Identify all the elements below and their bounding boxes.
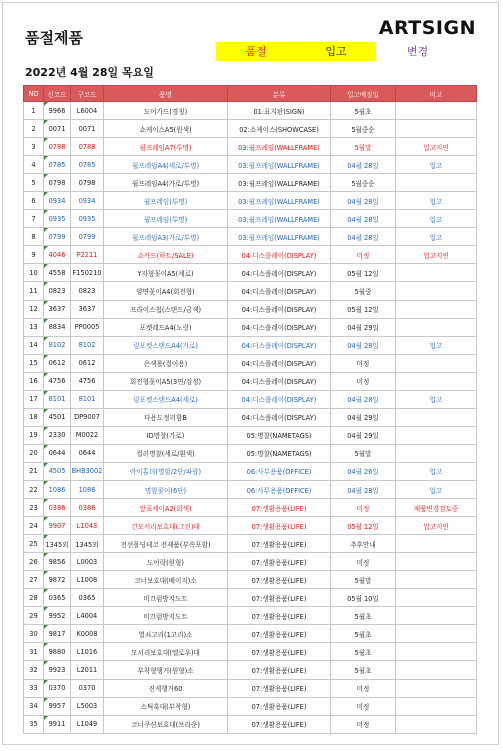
row-category: 03:월프레임(WALLFRAME) [228, 138, 331, 156]
row-eta: 5월말 [331, 138, 396, 156]
row-new-code: 1345외 [44, 535, 71, 553]
col-eta: 입고예정일 [331, 86, 396, 102]
row-note [396, 715, 477, 733]
row-note [396, 571, 477, 589]
row-old-code: 8102 [71, 336, 104, 354]
row-category: 04:디스플레이(DISPLAY) [228, 264, 331, 282]
row-note [396, 661, 477, 679]
row-product-name: 열쇠고리(1고리)소 [104, 625, 228, 643]
row-old-code: 4756 [71, 372, 104, 390]
row-new-code: 3637 [44, 300, 71, 318]
legend-instock: 입고 [325, 45, 347, 58]
row-eta: 5월초 [331, 661, 396, 679]
row-new-code: 9880 [44, 643, 71, 661]
row-no: 28 [24, 589, 44, 607]
row-no: 19 [24, 426, 44, 444]
row-old-code: 0798 [71, 174, 104, 192]
row-no: 8 [24, 228, 44, 246]
row-product-name: 아이홀더(명함/2단/파랑) [104, 462, 228, 480]
row-note [396, 426, 477, 444]
row-new-code: 1086 [44, 480, 71, 498]
row-note: 입고 [396, 210, 477, 228]
row-category: 07:생활용품(LIFE) [228, 715, 331, 733]
row-product-name: 스틱훅대(부착형) [104, 697, 228, 715]
table-row [24, 300, 477, 318]
table-row [24, 210, 477, 228]
row-old-code: 0934 [71, 192, 104, 210]
table-row [24, 643, 477, 661]
row-old-code: L2011 [71, 661, 104, 679]
row-old-code: 0799 [71, 228, 104, 246]
row-no: 21 [24, 462, 44, 480]
row-new-code: 0644 [44, 444, 71, 462]
table-row [24, 589, 477, 607]
row-eta: 미정 [331, 553, 396, 571]
row-category: 04:디스플레이(DISPLAY) [228, 336, 331, 354]
row-old-code: L1008 [71, 571, 104, 589]
row-category: 03:월프레임(WALLFRAME) [228, 192, 331, 210]
row-category: 03:월프레임(WALLFRAME) [228, 210, 331, 228]
row-old-code: 3637 [71, 300, 104, 318]
row-new-code: 0386 [44, 499, 71, 517]
row-product-name: ID명찰(가로) [104, 426, 228, 444]
row-new-code: 4756 [44, 372, 71, 390]
row-category: 04:디스플레이(DISPLAY) [228, 408, 331, 426]
page-title: 품절제품 [25, 29, 83, 47]
row-eta: 미정 [331, 372, 396, 390]
row-eta: 04월 26일 [331, 462, 396, 480]
row-eta: 5월초 [331, 607, 396, 625]
row-note: 입고지연 [396, 246, 477, 264]
col-note: 비고 [396, 86, 477, 102]
table-row [24, 426, 477, 444]
row-no: 32 [24, 661, 44, 679]
row-eta: 04월 28일 [331, 192, 396, 210]
row-note [396, 318, 477, 336]
row-new-code: 0370 [44, 679, 71, 697]
table-row [24, 661, 477, 679]
table-row [24, 499, 477, 517]
row-new-code: 0823 [44, 282, 71, 300]
row-no: 30 [24, 625, 44, 643]
row-eta: 5월초 [331, 643, 396, 661]
row-old-code: P2211 [71, 246, 104, 264]
row-new-code: 2330 [44, 426, 71, 444]
row-category: 04:디스플레이(DISPLAY) [228, 390, 331, 408]
row-no: 24 [24, 517, 44, 535]
report-date: 2022년 4월 28일 목요일 [25, 66, 154, 79]
col-category: 분류 [228, 86, 331, 102]
row-no: 1 [24, 102, 44, 120]
row-old-code: 0785 [71, 156, 104, 174]
row-no: 4 [24, 156, 44, 174]
row-eta: 미정 [331, 697, 396, 715]
row-old-code: DP9007 [71, 408, 104, 426]
row-product-name: 월프레임(투명) [104, 210, 228, 228]
row-old-code: 0788 [71, 138, 104, 156]
row-eta: 5월중순 [331, 174, 396, 192]
row-eta: 미정 [331, 246, 396, 264]
row-new-code: 9911 [44, 715, 71, 733]
row-note: 입고 [396, 390, 477, 408]
row-old-code: 1345외 [71, 535, 104, 553]
row-old-code: 1086 [71, 480, 104, 498]
row-old-code: K0008 [71, 625, 104, 643]
row-no: 9 [24, 246, 44, 264]
row-product-name: 월프레임A7(투명) [104, 138, 228, 156]
row-no: 12 [24, 300, 44, 318]
row-no: 17 [24, 390, 44, 408]
row-new-code: 9966 [44, 102, 71, 120]
row-no: 10 [24, 264, 44, 282]
row-category: 07:생활용품(LIFE) [228, 697, 331, 715]
table-body [24, 102, 477, 734]
table-row [24, 462, 477, 480]
row-eta: 05월 10일 [331, 589, 396, 607]
row-new-code: 9907 [44, 517, 71, 535]
row-new-code: 0365 [44, 589, 71, 607]
row-product-name: 양면꽂이A4(회전형) [104, 282, 228, 300]
row-eta: 04월 28일 [331, 228, 396, 246]
row-note [396, 607, 477, 625]
row-eta: 04월 29일 [331, 408, 396, 426]
row-category: 07:생활용품(LIFE) [228, 517, 331, 535]
row-new-code: 0785 [44, 156, 71, 174]
col-new-code: 신코드 [44, 86, 71, 102]
row-new-code: 8834 [44, 318, 71, 336]
row-note [396, 372, 477, 390]
row-note: 입고지연 [396, 517, 477, 535]
row-new-code: 0788 [44, 138, 71, 156]
row-product-name: 다용도정리함B [104, 408, 228, 426]
row-new-code: 9872 [44, 571, 71, 589]
row-old-code: 0823 [71, 282, 104, 300]
row-no: 31 [24, 643, 44, 661]
row-product-name: 코너쿠션보호대(브라운) [104, 715, 228, 733]
row-no: 20 [24, 444, 44, 462]
row-product-name: 컬러명찰(세로/흰색) [104, 444, 228, 462]
row-category: 01:표지판(SIGN) [228, 102, 331, 120]
row-category: 06:사무용품(OFFICE) [228, 462, 331, 480]
row-category: 07:생활용품(LIFE) [228, 589, 331, 607]
row-eta: 04월 28일 [331, 210, 396, 228]
row-category: 07:생활용품(LIFE) [228, 499, 331, 517]
table-row [24, 282, 477, 300]
table-row [24, 553, 477, 571]
row-note: 입고지연 [396, 138, 477, 156]
row-note: 입고 [396, 156, 477, 174]
row-old-code: 0365 [71, 589, 104, 607]
table-row [24, 120, 477, 138]
row-old-code: 0370 [71, 679, 104, 697]
row-no: 23 [24, 499, 44, 517]
row-old-code: L1043 [71, 517, 104, 535]
row-product-name: 모서리보호대(엘로우)대 [104, 643, 228, 661]
status-legend [216, 42, 459, 61]
row-old-code: PP0005 [71, 318, 104, 336]
row-product-name: 포켓레드A4(노랑) [104, 318, 228, 336]
row-eta: 5월중 [331, 282, 396, 300]
row-note: 입고 [396, 480, 477, 498]
row-old-code: 0386 [71, 499, 104, 517]
row-old-code: 0935 [71, 210, 104, 228]
row-no: 13 [24, 318, 44, 336]
row-no: 3 [24, 138, 44, 156]
row-category: 05:명찰(NAMETAGS) [228, 426, 331, 444]
row-product-name: 미끄럼방지도트 [104, 589, 228, 607]
row-category: 04:디스플레이(DISPLAY) [228, 300, 331, 318]
row-old-code: BHB3002 [71, 462, 104, 480]
row-product-name: 부착형행거(원형)소 [104, 661, 228, 679]
row-new-code: 9957 [44, 697, 71, 715]
row-old-code: 8101 [71, 390, 104, 408]
row-new-code: 0799 [44, 228, 71, 246]
row-new-code: 4046 [44, 246, 71, 264]
row-category: 03:월프레임(WALLFRAME) [228, 156, 331, 174]
row-product-name: 도어가드(경칭) [104, 102, 228, 120]
row-category: 07:생활용품(LIFE) [228, 553, 331, 571]
row-category: 07:생활용품(LIFE) [228, 535, 331, 553]
row-no: 22 [24, 480, 44, 498]
row-product-name: 링포켓스탠드A4(가로) [104, 336, 228, 354]
row-product-name: 월프레임A4(가로/투명) [104, 174, 228, 192]
row-eta: 미정 [331, 679, 396, 697]
row-new-code: 9817 [44, 625, 71, 643]
row-category: 07:생활용품(LIFE) [228, 625, 331, 643]
row-note [396, 300, 477, 318]
table-header-row [24, 86, 477, 102]
brand-logo: ARTSIGN [378, 17, 476, 39]
row-no: 16 [24, 372, 44, 390]
row-eta: 5월초 [331, 625, 396, 643]
col-old-code: 구코드 [71, 86, 104, 102]
row-category: 03:월프레임(WALLFRAME) [228, 228, 331, 246]
row-eta: 5월말 [331, 571, 396, 589]
row-eta: 05월 12일 [331, 300, 396, 318]
row-category: 04:디스플레이(DISPLAY) [228, 372, 331, 390]
col-product-name: 품명 [104, 86, 228, 102]
row-category: 07:생활용품(LIFE) [228, 661, 331, 679]
row-note [396, 282, 477, 300]
row-old-code: L1016 [71, 643, 104, 661]
table-row [24, 246, 477, 264]
row-no: 27 [24, 571, 44, 589]
row-no: 5 [24, 174, 44, 192]
row-eta: 04월 29일 [331, 426, 396, 444]
row-no: 29 [24, 607, 44, 625]
row-category: 02:쇼케이스(SHOWCASE) [228, 120, 331, 138]
row-eta: 04월 29일 [331, 318, 396, 336]
legend-change: 변경 [406, 45, 429, 58]
table-row [24, 625, 477, 643]
row-category: 04:디스플레이(DISPLAY) [228, 282, 331, 300]
table-row [24, 102, 477, 120]
row-product-name: 월프레임A4(세로/투명) [104, 156, 228, 174]
row-eta: 미정 [331, 715, 396, 733]
row-no: 14 [24, 336, 44, 354]
row-note: 제품변경검토중 [396, 499, 477, 517]
row-no: 26 [24, 553, 44, 571]
row-old-code: 0071 [71, 120, 104, 138]
table-row [24, 192, 477, 210]
table-row [24, 372, 477, 390]
row-note: 입고 [396, 192, 477, 210]
row-product-name: 전선몰딩테코 전제품(부속포함) [104, 535, 228, 553]
row-note [396, 120, 477, 138]
row-new-code: 9952 [44, 607, 71, 625]
row-note [396, 102, 477, 120]
row-eta: 추후안내 [331, 535, 396, 553]
row-product-name: 코너보호대(베이지)소 [104, 571, 228, 589]
row-eta: 5월말 [331, 444, 396, 462]
document-page [2, 2, 499, 745]
row-old-code: 0612 [71, 354, 104, 372]
row-product-name: 쇼카드(하트/SALE) [104, 246, 228, 264]
row-new-code: 0071 [44, 120, 71, 138]
table-row [24, 336, 477, 354]
row-product-name: 프라이스칩(스탠드/금색) [104, 300, 228, 318]
row-eta: 04월 28일 [331, 390, 396, 408]
row-old-code: L1049 [71, 715, 104, 733]
row-product-name: 명함꽂이(6단) [104, 480, 228, 498]
row-no: 15 [24, 354, 44, 372]
row-category: 07:생활용품(LIFE) [228, 607, 331, 625]
row-category: 07:생활용품(LIFE) [228, 571, 331, 589]
legend-soldout: 품절 [245, 45, 267, 58]
row-eta: 05월 12일 [331, 517, 396, 535]
row-note [396, 553, 477, 571]
row-no: 34 [24, 697, 44, 715]
row-product-name: 은색롤(접이용) [104, 354, 228, 372]
row-new-code: 0935 [44, 210, 71, 228]
legend-highlight [216, 42, 376, 61]
row-old-code: L5003 [71, 697, 104, 715]
row-note [396, 174, 477, 192]
row-eta: 5월중순 [331, 120, 396, 138]
row-no: 6 [24, 192, 44, 210]
row-category: 07:생활용품(LIFE) [228, 679, 331, 697]
table-row [24, 228, 477, 246]
row-new-code: 8102 [44, 336, 71, 354]
row-note [396, 264, 477, 282]
table-row [24, 517, 477, 535]
row-note: 입고 [396, 228, 477, 246]
row-new-code: 0612 [44, 354, 71, 372]
table-row [24, 571, 477, 589]
row-eta: 미정 [331, 354, 396, 372]
row-product-name: 진게행거60 [104, 679, 228, 697]
row-note [396, 444, 477, 462]
row-category: 03:월프레임(WALLFRAME) [228, 174, 331, 192]
row-category: 04:디스플레이(DISPLAY) [228, 354, 331, 372]
row-note [396, 589, 477, 607]
row-eta: 04월 28일 [331, 480, 396, 498]
table-row [24, 679, 477, 697]
row-new-code: 9856 [44, 553, 71, 571]
row-new-code: 0934 [44, 192, 71, 210]
row-category: 05:명찰(NAMETAGS) [228, 444, 331, 462]
row-eta: 05월 12일 [331, 264, 396, 282]
row-note [396, 535, 477, 553]
row-old-code: L6004 [71, 102, 104, 120]
row-product-name: 도어락(원형) [104, 553, 228, 571]
table-row [24, 408, 477, 426]
table-row [24, 174, 477, 192]
row-note: 입고 [396, 462, 477, 480]
row-product-name: Y자형꽂이A5(세로) [104, 264, 228, 282]
row-note [396, 643, 477, 661]
row-no: 11 [24, 282, 44, 300]
table-row [24, 354, 477, 372]
table-row [24, 318, 477, 336]
row-product-name: 미끄럼방지도트 [104, 607, 228, 625]
table-row [24, 390, 477, 408]
table-row [24, 480, 477, 498]
table-row [24, 535, 477, 553]
row-product-name: 회전형꽂이A5(3면/검정) [104, 372, 228, 390]
row-product-name: 긴모서리보호대(그린)대 [104, 517, 228, 535]
row-old-code: F150210 [71, 264, 104, 282]
row-note: 입고 [396, 336, 477, 354]
row-category: 04:디스플레이(DISPLAY) [228, 318, 331, 336]
row-old-code: L4004 [71, 607, 104, 625]
row-new-code: 9923 [44, 661, 71, 679]
row-eta: 5월초 [331, 102, 396, 120]
row-old-code: M0022 [71, 426, 104, 444]
row-new-code: 4558 [44, 264, 71, 282]
row-category: 06:사무용품(OFFICE) [228, 480, 331, 498]
row-category: 04:디스플레이(DISPLAY) [228, 246, 331, 264]
row-old-code: L0003 [71, 553, 104, 571]
row-product-name: 월프레임(투명) [104, 192, 228, 210]
table-row [24, 607, 477, 625]
row-note [396, 625, 477, 643]
row-eta: 미정 [331, 499, 396, 517]
row-no: 18 [24, 408, 44, 426]
row-no: 25 [24, 535, 44, 553]
row-old-code: 0644 [71, 444, 104, 462]
row-eta: 04월 28일 [331, 336, 396, 354]
row-eta: 04월 28일 [331, 156, 396, 174]
row-new-code: 0798 [44, 174, 71, 192]
table-row [24, 697, 477, 715]
row-note [396, 697, 477, 715]
soldout-table [23, 85, 477, 734]
row-product-name: 쇼케이스A5(원색) [104, 120, 228, 138]
row-note [396, 408, 477, 426]
row-no: 2 [24, 120, 44, 138]
table-row [24, 715, 477, 733]
row-new-code: 4501 [44, 408, 71, 426]
table-row [24, 444, 477, 462]
row-category: 07:생활용품(LIFE) [228, 643, 331, 661]
row-no: 7 [24, 210, 44, 228]
row-new-code: 8101 [44, 390, 71, 408]
row-product-name: 앞표케이A2(회색) [104, 499, 228, 517]
row-product-name: 링포켓스탠드A4(세로) [104, 390, 228, 408]
table-row [24, 264, 477, 282]
table-row [24, 138, 477, 156]
row-note [396, 679, 477, 697]
table-row [24, 156, 477, 174]
row-note [396, 354, 477, 372]
row-no: 33 [24, 679, 44, 697]
col-no: NO [24, 86, 44, 102]
row-product-name: 월프레임A3(가로/투명) [104, 228, 228, 246]
row-new-code: 4505 [44, 462, 71, 480]
row-no: 35 [24, 715, 44, 733]
